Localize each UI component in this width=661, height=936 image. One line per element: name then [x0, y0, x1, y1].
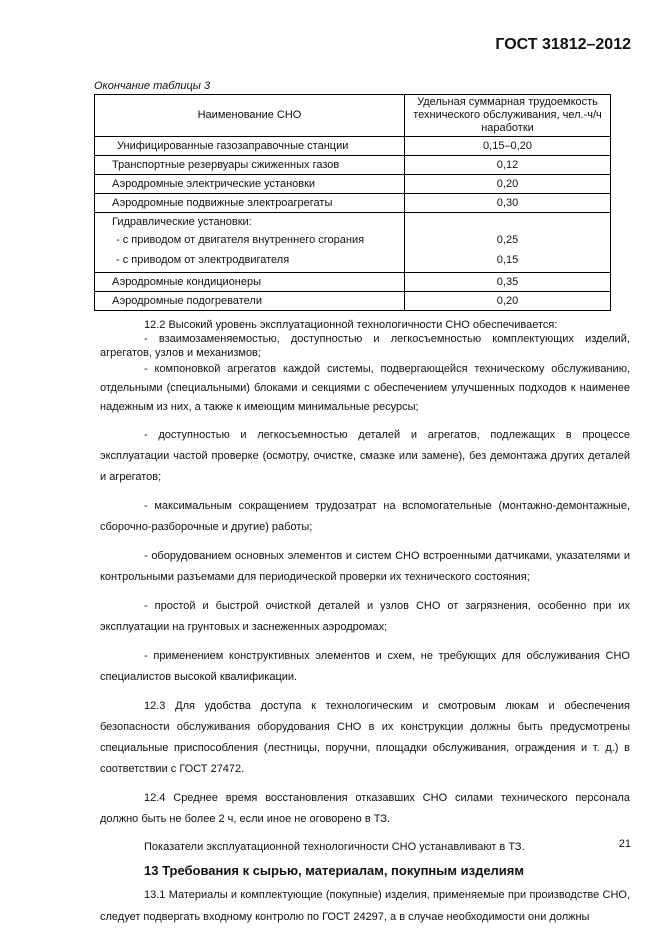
row-value: 0,20 [405, 175, 611, 194]
bullet-simple-design: - применением конструктивных элементов и схем, не требующих для обслуживания СНО специалистов высокой квалификации. [100, 650, 630, 683]
table-row [95, 273, 611, 292]
indicators-note: Показатели эксплуатационной технологичности СНО устанавливают в ТЗ. [144, 841, 525, 853]
document-code: ГОСТ 31812–2012 [495, 36, 631, 53]
clause-13-1: 13.1 Материалы и комплектующие (покупные) изделия, применяемые при производстве СНО, следует подвергать входному контролю по ГОСТ 24297, а в случае необходимости они должны [100, 889, 630, 923]
clause-12-4: 12.4 Среднее время восстановления отказавших СНО силами технического персонала должно быть не более 2 ч, если иное не оговорено в ТЗ. [100, 792, 630, 825]
row-value: 0,30 [405, 194, 611, 213]
table-cno [94, 94, 611, 311]
table-row [95, 137, 611, 156]
table-row [95, 156, 611, 175]
group-values [405, 213, 611, 273]
row-name: Аэродромные электрические установки [95, 175, 405, 194]
clause-12-2: 12.2 Высокий уровень эксплуатационной технологичности СНО обеспечивается: [144, 319, 558, 331]
section-13-heading: 13 Требования к сырью, материалам, покупным изделиям [144, 863, 525, 878]
header-labor: Удельная суммарная трудоемкость технического обслуживания, чел.-ч/ч наработки [405, 95, 611, 137]
table-row [95, 175, 611, 194]
group-title: Гидравлические установки: [112, 216, 252, 228]
group-sub-value: 0,15 [496, 254, 519, 266]
bullet-cleaning: - простой и быстрой очисткой деталей и узлов СНО от загрязнения, особенно при их эксплуатации на грунтовых и заснеженных аэродромах; [100, 600, 630, 633]
clause-12-3: 12.3 Для удобства доступа к технологическим и смотровым люкам и обеспечения безопасности обслуживания оборудования СНО в их конструкции должны быть предусмотрены специальные приспособления (лестницы, поручни, площадки обслуживания, ограждения и т. д.) в соответствии с ГОСТ 27472. [100, 700, 630, 775]
header-name: Наименование СНО [95, 95, 405, 137]
row-name: Аэродромные подвижные электроагрегаты [95, 194, 405, 213]
bullet-labor: - максимальным сокращением трудозатрат на вспомогательные (монтажно-демонтажные, сборочно-разборочные и другие) работы; [100, 500, 630, 533]
bullet-layout: - компоновкой агрегатов каждой системы, подвергающейся техническому обслуживанию, отдельными (специальными) блоками и секциями с обеспечением улучшенных подходов к наименее надежным из них, а также к имеющим минимальные ресурсы; [100, 363, 630, 413]
row-name: Аэродромные подогреватели [95, 292, 405, 311]
bullet-accessibility: - доступностью и легкосъемностью деталей и агрегатов, подлежащих в процессе эксплуатации частой проверке (осмотру, очистке, смазке или замене), без демонтажа других деталей и агрегатов; [100, 429, 630, 483]
group-sub-name: - с приводом от двигателя внутреннего сгорания [116, 234, 365, 246]
bullet-interchangeability: - взаимозаменяемостью, доступностью и легкосъемностью комплектующих изделий, агрегатов, узлов и механизмов; [100, 333, 630, 359]
row-name: Аэродромные кондиционеры [95, 273, 405, 292]
group-cell [95, 213, 405, 273]
table-row-group [95, 213, 611, 273]
row-value: 0,12 [405, 156, 611, 175]
row-value: 0,15–0,20 [405, 137, 611, 156]
row-value: 0,20 [405, 292, 611, 311]
table-header-row [95, 95, 611, 137]
row-name: Унифицированные газозаправочные станции [95, 137, 405, 156]
row-name: Транспортные резервуары сжиженных газов [95, 156, 405, 175]
body-text [100, 310, 630, 928]
table-row [95, 194, 611, 213]
row-value: 0,35 [405, 273, 611, 292]
page-number: 21 [618, 838, 631, 850]
table-caption: Окончание таблицы 3 [94, 80, 211, 92]
table-row [95, 292, 611, 311]
group-sub-value: 0,25 [496, 234, 519, 246]
group-sub-name: - с приводом от электродвигателя [116, 254, 290, 266]
bullet-sensors: - оборудованием основных элементов и систем СНО встроенными датчиками, указателями и контрольными разъемами для периодической проверки их технического состояния; [100, 550, 630, 583]
